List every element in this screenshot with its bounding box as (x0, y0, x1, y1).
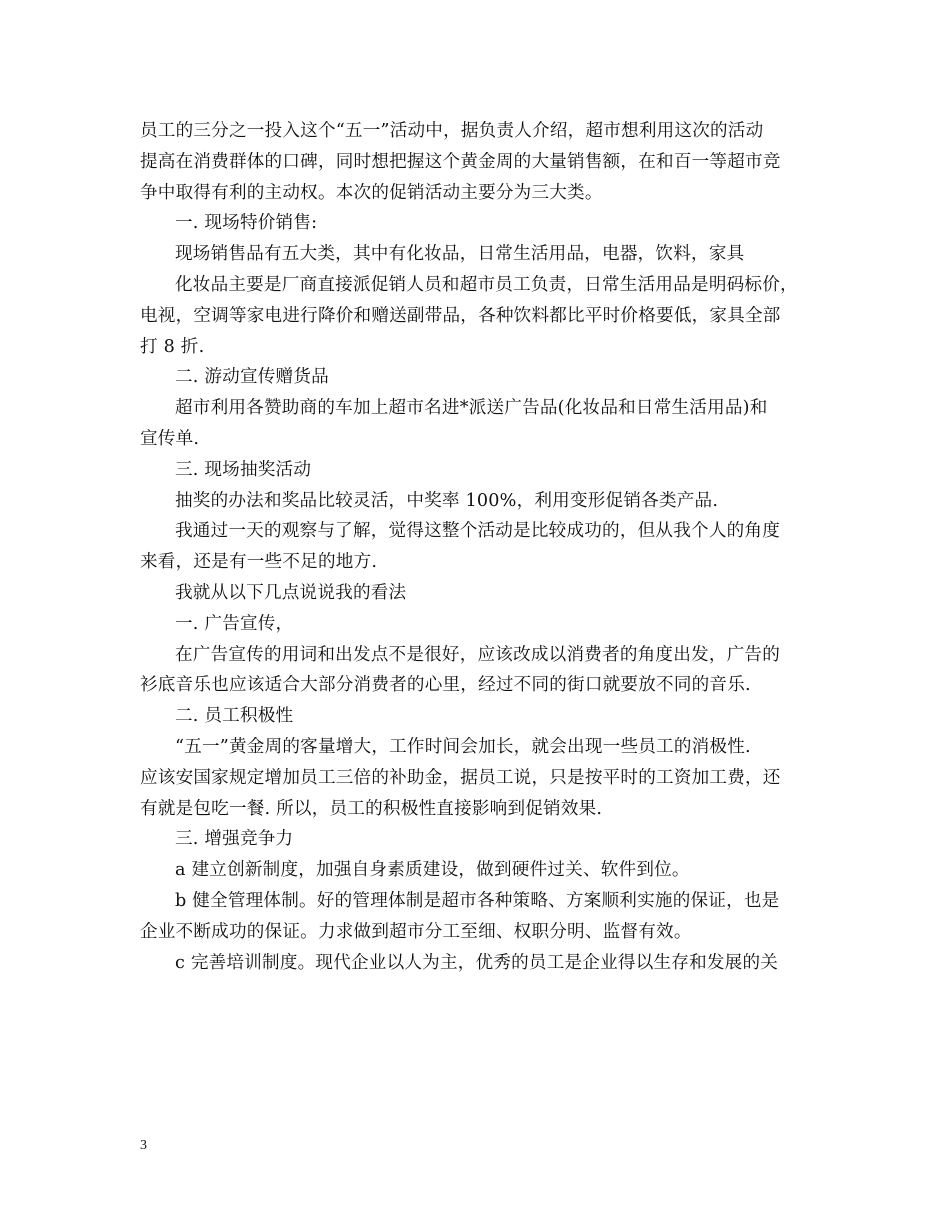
section-heading (140, 701, 815, 732)
text-line: 宣传单. (140, 428, 200, 449)
text-line: 超市利用各赞助商的车加上超市名进*派送广告品(化妆品和日常生活用品)和 (175, 398, 768, 419)
paragraph (140, 239, 815, 270)
text-line: 企业不断成功的保证。力求做到超市分工至细、权职分明、监督有效。 (140, 921, 692, 942)
page-number: 3 (140, 1138, 147, 1153)
text-line: 抽奖的办法和奖品比较灵活，中奖率 100%，利用变形促销各类产品. (175, 490, 719, 511)
text-line: 三. 增强竞争力 (175, 829, 294, 850)
paragraph (140, 948, 815, 979)
text-line: 衫底音乐也应该适合大部分消费者的心里，经过不同的街口就要放不同的音乐. (140, 675, 751, 696)
text-line: 电视，空调等家电进行降价和赠送副带品，各种饮料都比平时价格要低，家具全部 (140, 305, 781, 326)
text-line: 二. 游动宣传赠货品 (175, 367, 329, 388)
paragraph (140, 640, 815, 702)
text-line: a 建立创新制度，加强自身素质建设，做到硬件过关、软件到位。 (175, 860, 690, 881)
section-heading (140, 362, 815, 393)
text-line: 化妆品主要是厂商直接派促销人员和超市员工负责，日常生活用品是明码标价， (175, 274, 798, 295)
text-line: 我通过一天的观察与了解，觉得这整个活动是比较成功的，但从我个人的角度 (175, 521, 780, 542)
text-line: 争中取得有利的主动权。本次的促销活动主要分为三大类。 (140, 182, 603, 203)
paragraph (140, 732, 815, 824)
text-line: 员工的三分之一投入这个“五一”活动中，据负责人介绍，超市想利用这次的活动 (140, 121, 764, 141)
text-line: b 健全管理体制。好的管理体制是超市各种策略、方案顺利实施的保证，也是 (175, 890, 780, 911)
text-line: 在广告宣传的用词和出发点不是很好，应该改成以消费者的角度出发，广告的 (175, 644, 780, 665)
paragraph (140, 393, 815, 455)
section-heading (140, 208, 815, 239)
document-body (140, 116, 815, 978)
section-heading (140, 609, 815, 640)
section-heading (140, 824, 815, 855)
text-line: 我就从以下几点说说我的看法 (175, 582, 407, 603)
text-line: 打 8 折. (140, 336, 205, 357)
text-line: 现场销售品有五大类，其中有化妆品，日常生活用品，电器，饮料，家具 (175, 244, 745, 265)
text-line: 一. 广告宣传， (175, 613, 294, 634)
text-line: “五一”黄金周的客量增大，工作时间会加长，就会出现一些员工的消极性. (175, 736, 751, 757)
text-line: 二. 员工积极性 (175, 706, 294, 727)
paragraph (140, 578, 815, 609)
section-heading (140, 455, 815, 486)
text-line: 提高在消费群体的口碑，同时想把握这个黄金周的大量销售额，在和百一等超市竞 (140, 151, 781, 172)
paragraph (140, 886, 815, 948)
text-line: 三. 现场抽奖活动 (175, 459, 312, 480)
text-line: 应该安国家规定增加员工三倍的补助金，据员工说，只是按平时的工资加工费，还 (140, 767, 781, 788)
paragraph (140, 486, 815, 517)
text-line: c 完善培训制度。现代企业以人为主，优秀的员工是企业得以生存和发展的关 (175, 952, 779, 973)
paragraph (140, 516, 815, 578)
text-line: 来看，还是有一些不足的地方. (140, 552, 378, 573)
paragraph (140, 855, 815, 886)
paragraph-intro (140, 116, 815, 208)
text-line: 有就是包吃一餐. 所以，员工的积极性直接影响到促销效果. (140, 798, 603, 819)
paragraph (140, 270, 815, 362)
text-line: 一. 现场特价销售: (175, 213, 318, 234)
